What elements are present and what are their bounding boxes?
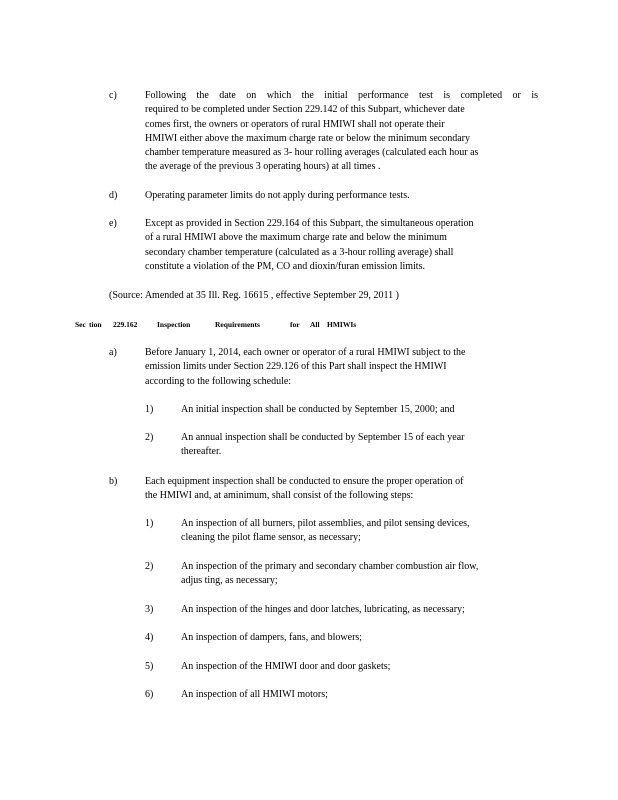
item-b-text — [145, 475, 530, 504]
item-c-line: Following the date on which the initial performance test is completed or is — [145, 90, 538, 101]
item-b2-text — [181, 560, 538, 589]
item-b5-text — [181, 660, 481, 674]
item-b1-line: cleaning the pilot flame sensor, as necessary; — [181, 532, 361, 544]
item-a-line: emission limits under Section 229.126 of this Part shall inspect the HMIWI — [145, 361, 447, 373]
item-b4-line: An inspection of dampers, fans, and blowers; — [181, 632, 363, 643]
item-b6-text — [181, 688, 481, 702]
item-c-label: c) — [109, 90, 117, 101]
item-b2-label: 2) — [145, 561, 154, 572]
section-heading-tion: tion — [89, 320, 102, 329]
item-b1-text — [181, 517, 526, 546]
item-b4-label: 4) — [145, 632, 154, 643]
item-e-text — [145, 217, 538, 274]
item-b6-line: An inspection of all HMIWI motors; — [181, 689, 328, 700]
item-c-line: comes first, the owners or operators of rural HMIWI shall not operate their — [145, 118, 445, 130]
item-e-line: constitute a violation of the PM, CO and dioxin/furan emission limits. — [145, 260, 425, 272]
item-e-line: Except as provided in Section 229.164 of this Subpart, the simultaneous operation — [145, 218, 474, 229]
item-b3-line: An inspection of the hinges and door latches, lubricating, as necessary; — [181, 604, 465, 615]
item-d-line: Operating parameter limits do not apply during performance tests. — [145, 190, 410, 201]
item-b3-label: 3) — [145, 604, 154, 615]
item-c-line: the average of the previous 3 operating hours) at all times . — [145, 161, 381, 173]
section-title-word: All — [310, 320, 320, 329]
section-number: 229.162 — [113, 320, 138, 329]
item-a-label: a) — [109, 347, 117, 358]
item-b-line: the HMIWI and, at aminimum, shall consist of the following steps: — [145, 490, 414, 502]
item-a-text — [145, 346, 530, 389]
item-a-line: according to the following schedule: — [145, 375, 292, 387]
item-a2-text — [181, 431, 521, 460]
item-d-label: d) — [109, 190, 118, 201]
item-b-label: b) — [109, 476, 118, 487]
item-a1-line: An initial inspection shall be conducted by September 15, 2000; and — [181, 404, 455, 415]
item-b4-text — [181, 631, 481, 645]
item-a2-label: 2) — [145, 432, 154, 443]
item-e-label: e) — [109, 218, 117, 229]
item-b-line: Each equipment inspection shall be conducted to ensure the proper operation of — [145, 476, 464, 487]
source-note: (Source: Amended at 35 Ill. Reg. 16615 , effective September 29, 2011 ) — [109, 290, 399, 301]
item-b3-text — [181, 603, 521, 617]
item-c-line: chamber temperature measured as 3- hour rolling averages (calculated each hour as — [145, 147, 479, 159]
item-b5-line: An inspection of the HMIWI door and door gaskets; — [181, 661, 391, 672]
item-b2-line: An inspection of the primary and secondary chamber combustion air flow, — [181, 561, 479, 572]
section-heading-sec: Sec — [75, 320, 86, 329]
item-a1-text — [181, 403, 511, 417]
item-e-line: of a rural HMIWI above the maximum charge rate and below the minimum — [145, 232, 447, 244]
section-title-word: HMIWIs — [327, 320, 357, 329]
item-e-line: secondary chamber temperature (calculated as a 3-hour rolling average) shall — [145, 246, 454, 258]
item-c-text — [145, 89, 538, 175]
item-c-line: HMIWI either above the maximum charge rate or below the minimum secondary — [145, 132, 470, 144]
item-a1-label: 1) — [145, 404, 154, 415]
item-d-text — [145, 189, 538, 203]
item-a2-line: thereafter. — [181, 446, 222, 458]
item-b1-line: An inspection of all burners, pilot assemblies, and pilot sensing devices, — [181, 518, 470, 529]
item-b5-label: 5) — [145, 661, 154, 672]
item-b2-line: adjus ting, as necessary; — [181, 575, 278, 587]
item-a2-line: An annual inspection shall be conducted by September 15 of each year — [181, 432, 465, 443]
section-title-word: Inspection — [157, 320, 191, 329]
section-title-word: for — [290, 320, 300, 329]
item-c-line: required to be completed under Section 229.142 of this Subpart, whichever date — [145, 104, 465, 116]
item-b6-label: 6) — [145, 689, 154, 700]
item-b1-label: 1) — [145, 518, 154, 529]
section-title-word: Requirements — [215, 320, 260, 329]
item-a-line: Before January 1, 2014, each owner or operator of a rural HMIWI subject to the — [145, 347, 466, 358]
